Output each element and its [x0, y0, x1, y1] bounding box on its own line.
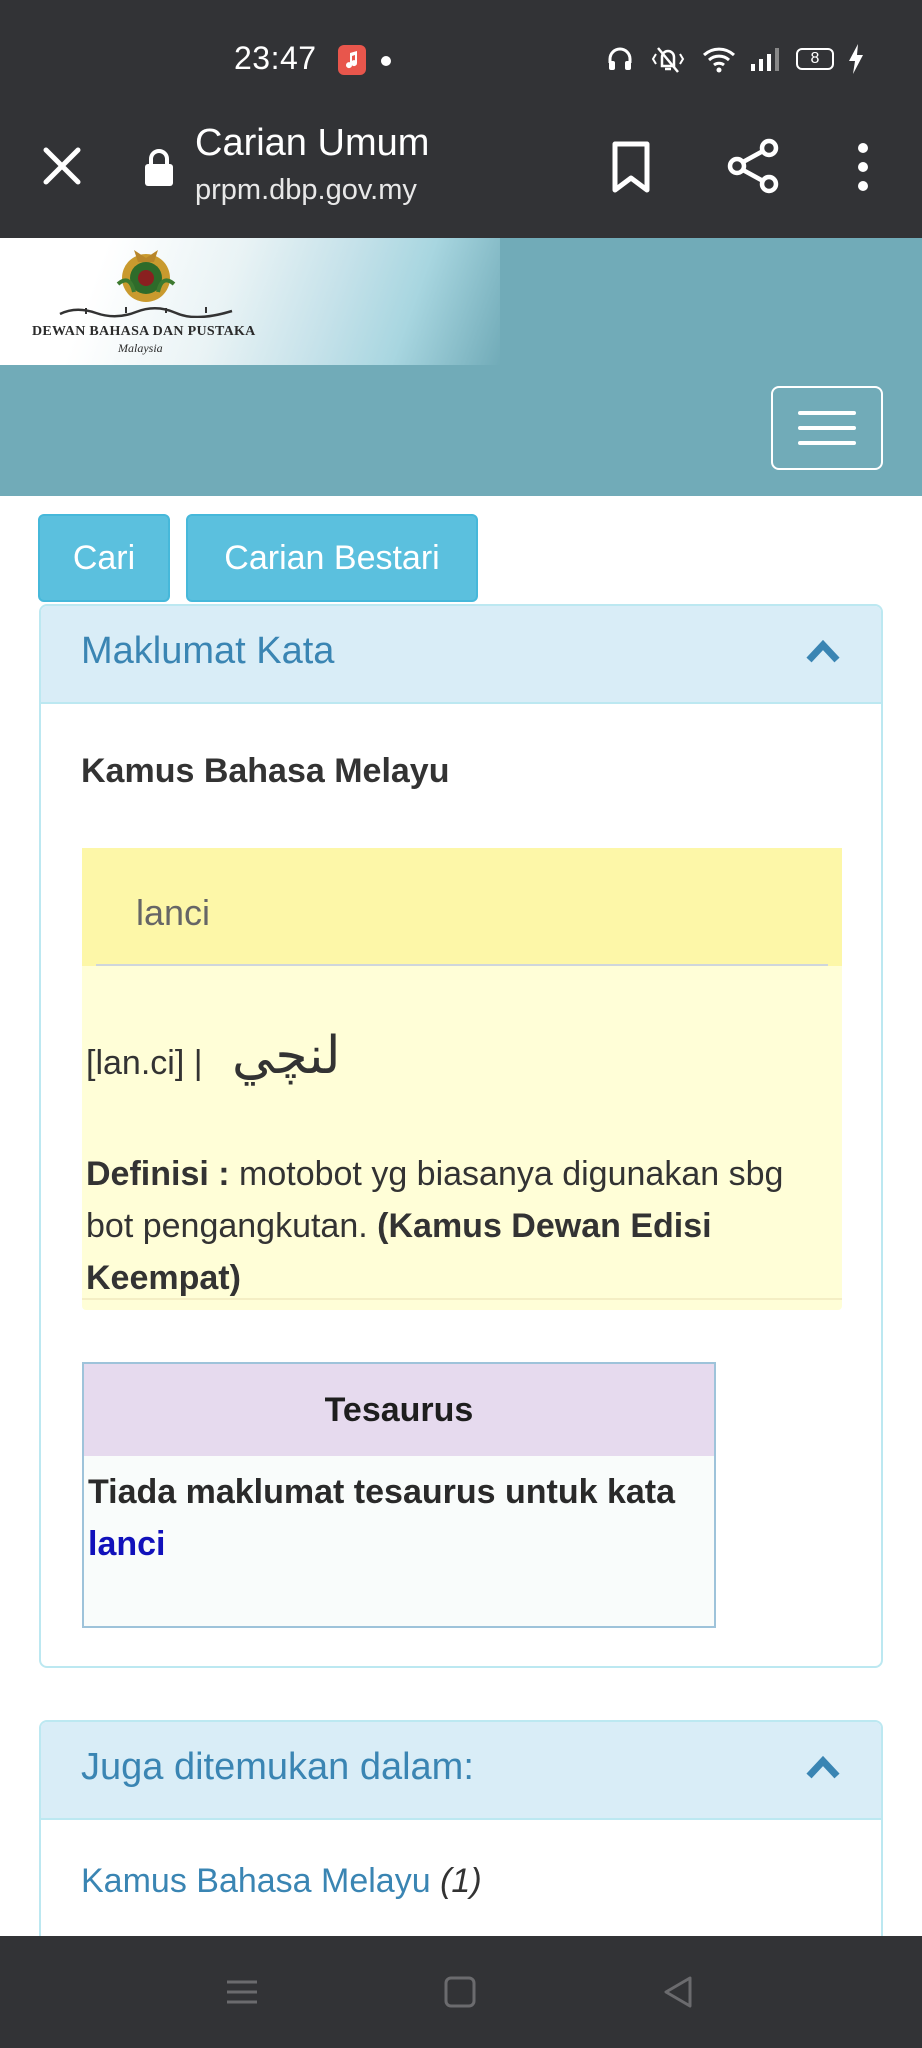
tab-carian-bestari[interactable]: Carian Bestari: [186, 514, 478, 602]
thesaurus-message-text: Tiada maklumat tesaurus untuk kata: [88, 1473, 676, 1511]
menu-icon[interactable]: [224, 1974, 260, 2010]
site-navbar: [0, 365, 922, 496]
more-icon[interactable]: [848, 142, 878, 192]
logo-text: DEWAN BAHASA DAN PUSTAKA: [32, 324, 256, 339]
hamburger-icon[interactable]: [771, 386, 883, 470]
site-banner: [0, 238, 922, 365]
status-time: 23:47: [234, 40, 317, 76]
definition: [86, 1148, 836, 1304]
browser-toolbar: [0, 122, 922, 238]
also-found-panel-heading[interactable]: [41, 1722, 881, 1820]
divider: [82, 1298, 842, 1300]
page-title: Carian Umum: [195, 122, 430, 164]
list-item-count: (1): [440, 1862, 482, 1900]
banner-image: [0, 238, 500, 365]
list-item[interactable]: [81, 1862, 482, 1901]
thesaurus-message: [88, 1466, 688, 1570]
system-navigation-bar: [0, 1936, 922, 2048]
dbp-emblem-icon: [110, 244, 182, 306]
divider: [96, 964, 828, 966]
back-icon[interactable]: [660, 1974, 696, 2010]
panel-title: Maklumat Kata: [81, 630, 335, 672]
thesaurus-word-link[interactable]: lanci: [88, 1525, 166, 1563]
word-info-panel: [39, 604, 883, 1668]
chevron-up-icon[interactable]: [805, 1754, 841, 1780]
logo-subtext: Malaysia: [118, 341, 163, 355]
close-icon[interactable]: [40, 144, 84, 188]
search-tabs: [38, 514, 478, 602]
word-info-panel-heading[interactable]: [41, 606, 881, 704]
definition-label: Definisi :: [86, 1155, 230, 1193]
dictionary-name: Kamus Bahasa Melayu: [81, 752, 450, 790]
wifi-icon: [702, 45, 736, 73]
headword: lanci: [136, 892, 211, 933]
home-icon[interactable]: [442, 1974, 478, 2010]
page-url[interactable]: prpm.dbp.gov.my: [195, 174, 417, 206]
charging-icon: [848, 44, 864, 74]
tab-cari[interactable]: Cari: [38, 514, 170, 602]
also-found-panel: [39, 1720, 883, 1940]
battery-icon: 8: [796, 48, 834, 70]
signal-icon: [750, 46, 782, 72]
lock-icon: [143, 148, 175, 188]
pronunciation: [lan.ci] |: [86, 1044, 203, 1082]
jawi-spelling: لنچي: [232, 1026, 341, 1086]
jawi-logo-icon: [56, 304, 236, 318]
notification-dot: [381, 56, 391, 66]
definition-source: (Kamus Dewan Edisi Keempat): [86, 1207, 712, 1297]
thesaurus-title: Tesaurus: [84, 1364, 714, 1456]
vibrate-icon: [648, 44, 688, 74]
share-icon[interactable]: [725, 138, 781, 194]
definition-text: motobot yg biasanya digunakan sbg bot pengangkutan.: [86, 1155, 784, 1245]
chevron-up-icon[interactable]: [805, 638, 841, 664]
panel-title: Juga ditemukan dalam:: [81, 1746, 474, 1788]
music-icon: [338, 45, 366, 75]
definition-box: [82, 848, 842, 1310]
status-icons: [606, 44, 864, 74]
thesaurus-box: [82, 1362, 716, 1628]
headword-header: [82, 848, 842, 966]
status-bar: [0, 0, 922, 122]
list-item-label[interactable]: Kamus Bahasa Melayu: [81, 1862, 431, 1900]
bookmark-icon[interactable]: [606, 140, 656, 194]
headphones-icon: [606, 45, 634, 73]
